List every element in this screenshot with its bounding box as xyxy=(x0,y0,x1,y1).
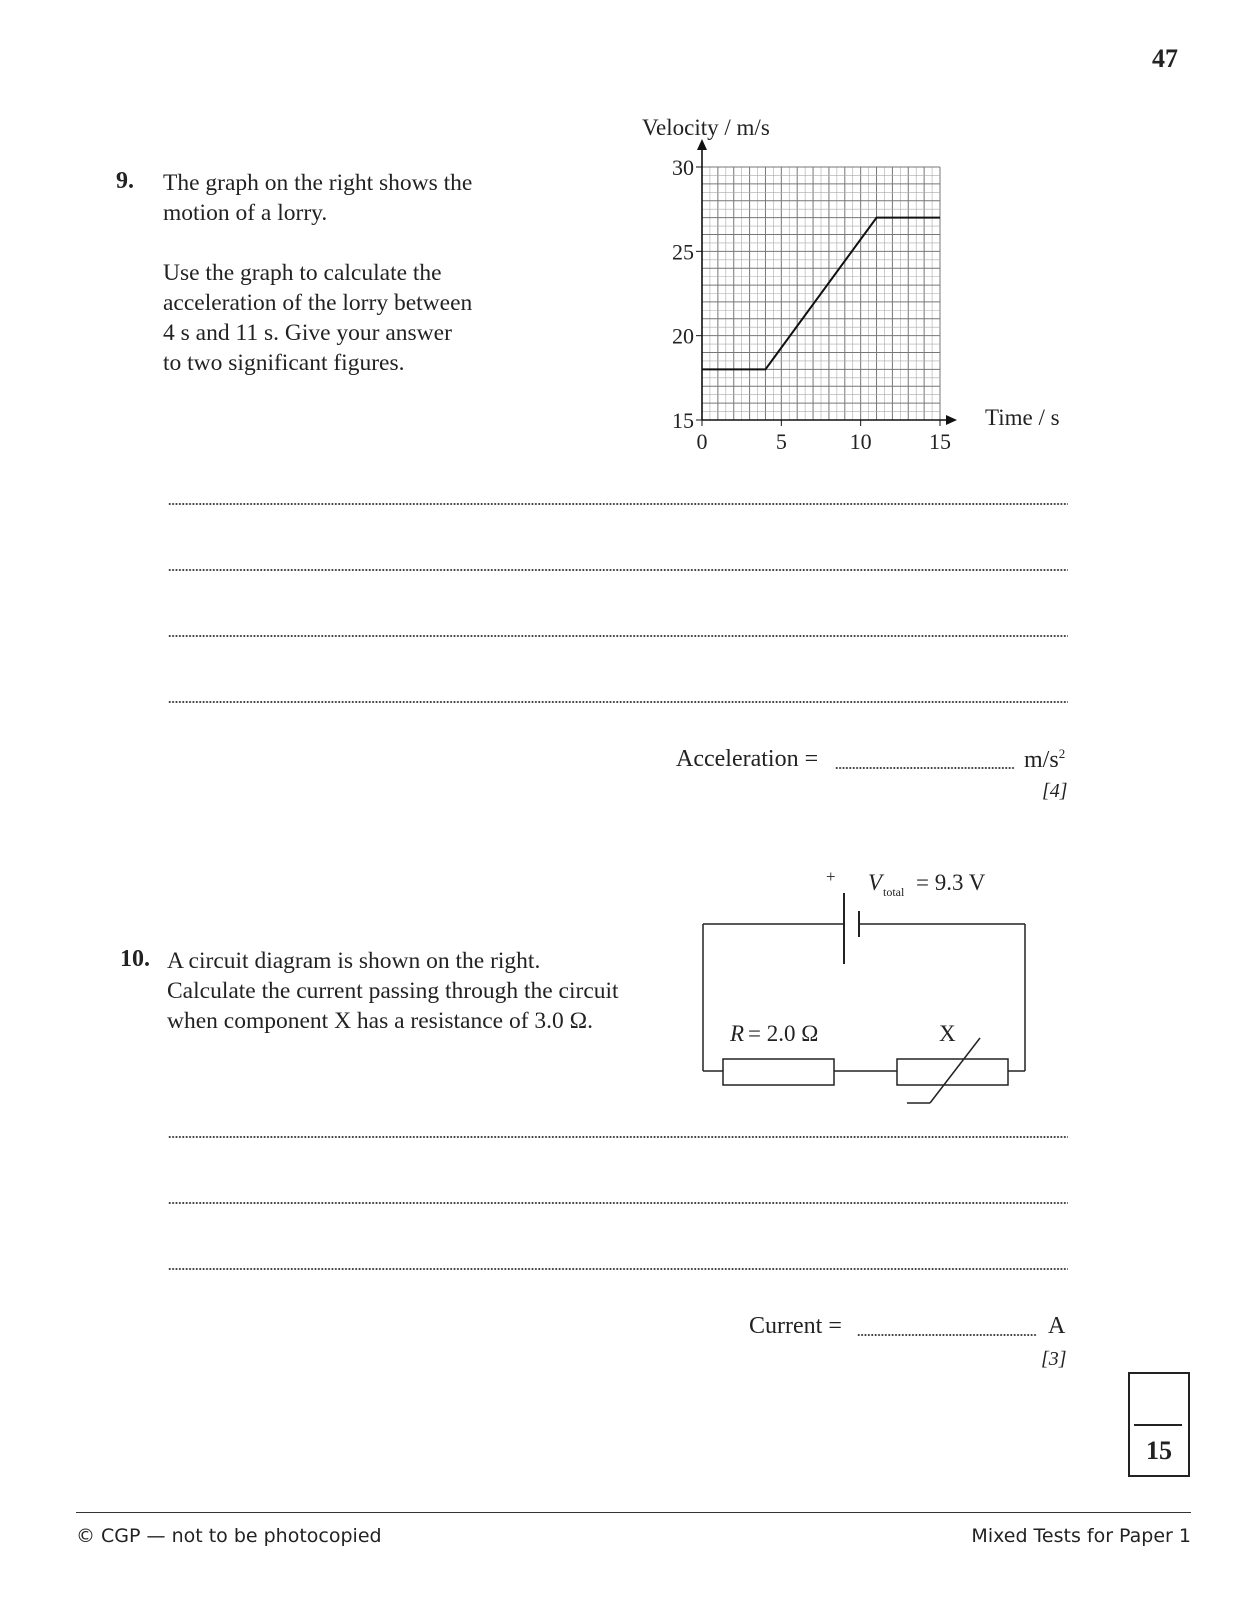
footer-rule xyxy=(76,1512,1191,1513)
variable-arrow xyxy=(930,1038,980,1103)
y-tick-label: 25 xyxy=(672,239,694,265)
y-tick-label: 30 xyxy=(672,155,694,180)
question-9-line: Use the graph to calculate the xyxy=(163,260,442,286)
x-tick-label: 10 xyxy=(849,429,872,454)
footer-section-title: Mixed Tests for Paper 1 xyxy=(971,1525,1191,1547)
x-tick-label: 15 xyxy=(929,429,951,454)
voltage-value: = 9.3 V xyxy=(916,870,986,895)
page-number: 47 xyxy=(1152,44,1178,73)
answer-line[interactable] xyxy=(168,1201,1068,1205)
question-9-line: motion of a lorry. xyxy=(163,200,328,226)
x-tick-label: 0 xyxy=(696,429,708,454)
question-9-number: 9. xyxy=(116,168,134,194)
q9-marks: [4] xyxy=(1042,780,1068,802)
acceleration-unit xyxy=(1024,746,1065,774)
question-9-line: The graph on the right shows the xyxy=(163,170,473,196)
question-10-line: Calculate the current passing through the circuit xyxy=(167,978,619,1004)
y-axis-arrow xyxy=(697,139,707,150)
question-10-line: when component X has a resistance of 3.0 Ω. xyxy=(167,1008,593,1034)
voltage-symbol: V xyxy=(868,870,883,895)
question-10-text xyxy=(167,946,619,1036)
footer-copyright: © CGP — not to be photocopied xyxy=(76,1525,382,1547)
unit-text: m/s xyxy=(1024,747,1059,773)
graph-axes xyxy=(697,139,957,425)
current-label: Current = xyxy=(749,1313,842,1339)
x-axis-arrow xyxy=(946,415,957,425)
circuit-diagram xyxy=(690,860,1090,1110)
answer-line[interactable] xyxy=(168,568,1068,572)
resistor-value: = 2.0 Ω xyxy=(748,1021,819,1046)
acceleration-label: Acceleration = xyxy=(676,746,819,772)
unit-superscript: 2 xyxy=(1058,746,1066,761)
question-9-line: 4 s and 11 s. Give your answer xyxy=(163,320,452,346)
battery-plus-sign: + xyxy=(826,867,836,886)
question-9-text xyxy=(163,168,472,228)
resistor-symbol-label: R xyxy=(730,1021,745,1046)
answer-line[interactable] xyxy=(168,634,1068,638)
question-10-number: 10. xyxy=(120,946,150,972)
component-x-label: X xyxy=(939,1021,956,1046)
velocity-time-graph xyxy=(630,110,1080,480)
question-9-line: acceleration of the lorry between xyxy=(163,290,473,316)
question-9-line: to two significant figures. xyxy=(163,350,405,376)
q10-marks: [3] xyxy=(1041,1348,1067,1370)
answer-line[interactable] xyxy=(168,1267,1068,1271)
answer-line[interactable] xyxy=(168,502,1068,506)
y-axis-label: Velocity / m/s xyxy=(642,115,770,140)
y-tick-label: 20 xyxy=(672,323,694,349)
x-tick-label: 5 xyxy=(775,429,787,454)
current-answer-field[interactable] xyxy=(857,1333,1037,1337)
question-10-line: A circuit diagram is shown on the right. xyxy=(167,948,541,974)
graph-ticks xyxy=(672,155,951,454)
resistor-symbol xyxy=(723,1059,834,1085)
y-tick-label: 15 xyxy=(672,408,694,433)
score-box-divider xyxy=(1134,1424,1182,1426)
x-axis-label: Time / s xyxy=(985,405,1060,430)
score-box-total: 15 xyxy=(1146,1436,1172,1465)
voltage-subscript: total xyxy=(883,885,905,899)
question-9-instruction xyxy=(163,258,472,378)
acceleration-answer-field[interactable] xyxy=(835,766,1015,770)
answer-line[interactable] xyxy=(168,1135,1068,1139)
variable-component-x xyxy=(897,1059,1008,1085)
current-unit: A xyxy=(1048,1313,1066,1339)
answer-line[interactable] xyxy=(168,700,1068,704)
